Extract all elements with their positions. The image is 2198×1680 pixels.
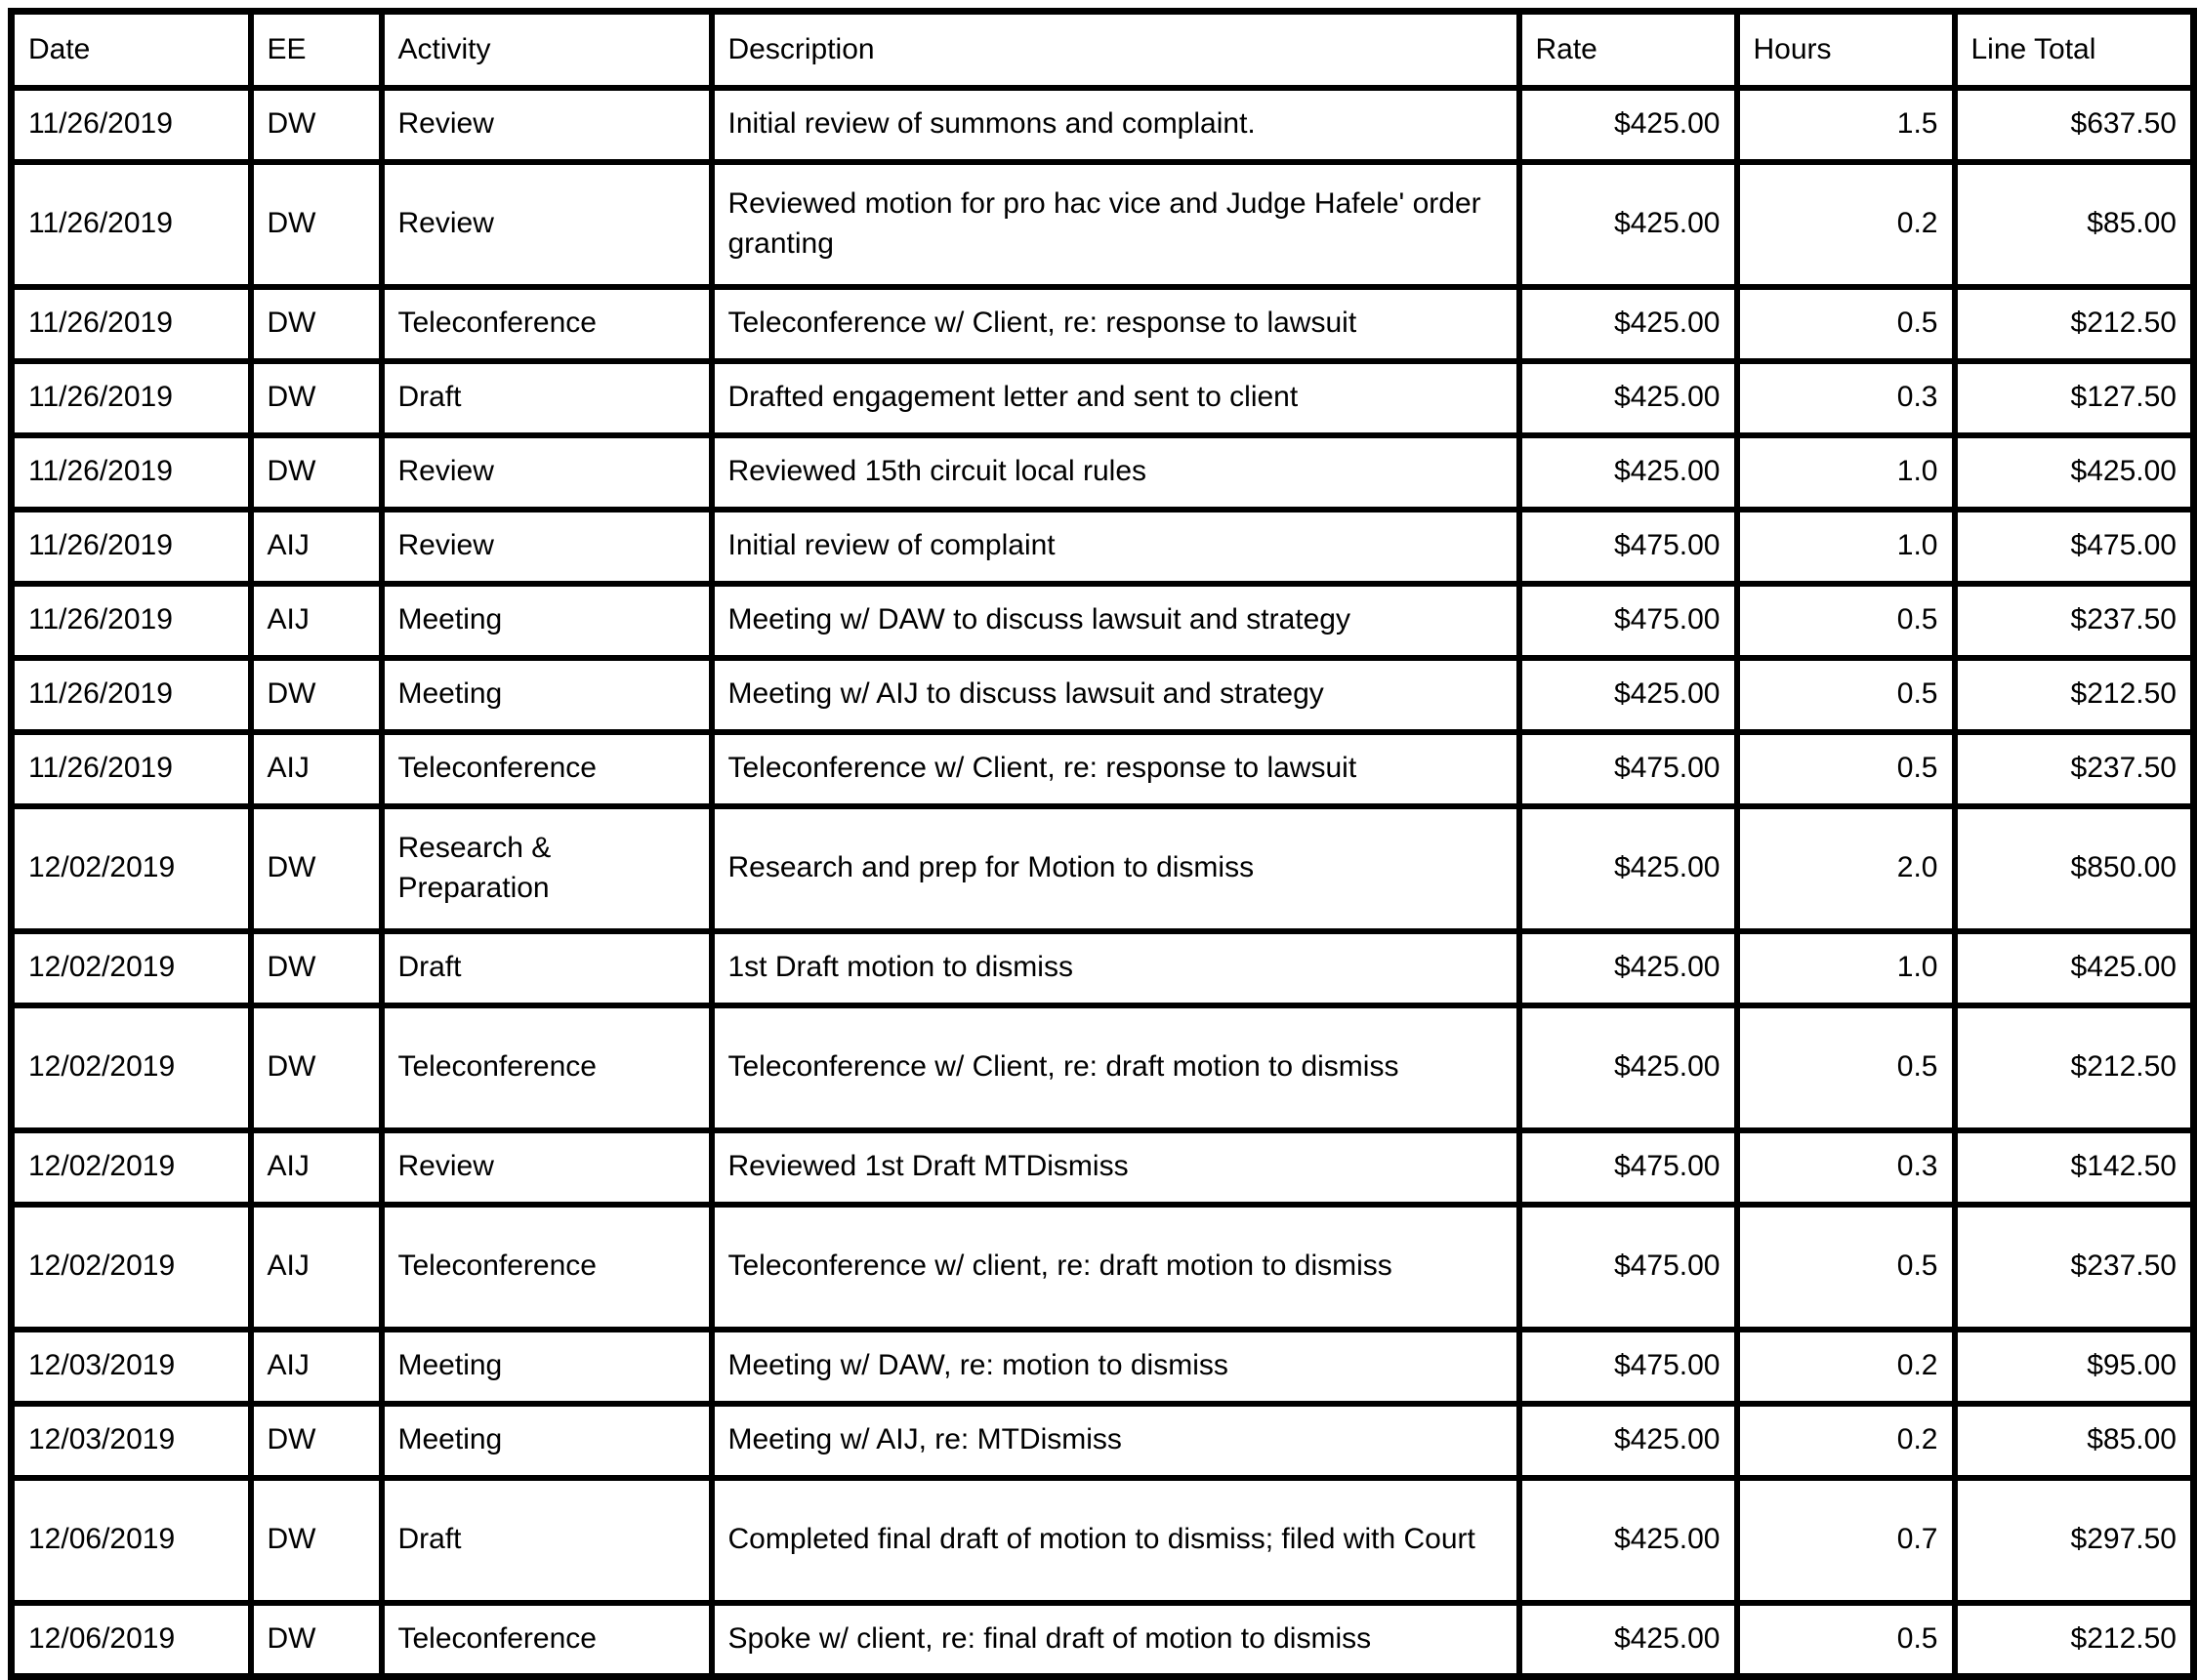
- table-row: [12, 1205, 2194, 1330]
- ee-cell: DW: [251, 88, 382, 162]
- line-total-cell: $850.00: [1955, 806, 2194, 931]
- hours-cell: 0.5: [1737, 1603, 1955, 1677]
- line-total-cell: $85.00: [1955, 1404, 2194, 1478]
- rate-cell: $425.00: [1519, 658, 1737, 732]
- hours-cell: 1.5: [1737, 88, 1955, 162]
- header-row: [12, 12, 2194, 88]
- activity-cell: Draft: [382, 1478, 712, 1603]
- line-total-cell: $237.50: [1955, 1205, 2194, 1330]
- hours-cell: 0.5: [1737, 287, 1955, 361]
- hours-cell: 0.5: [1737, 1005, 1955, 1130]
- hours-cell: 0.2: [1737, 1404, 1955, 1478]
- table-row: [12, 287, 2194, 361]
- description-cell: Initial review of complaint: [712, 510, 1519, 584]
- line-total-cell: $212.50: [1955, 1005, 2194, 1130]
- description-cell: Completed final draft of motion to dismiss; filed with Court: [712, 1478, 1519, 1603]
- column-header-rate: Rate: [1519, 12, 1737, 88]
- line-total-cell: $297.50: [1955, 1478, 2194, 1603]
- billing-table-body: [12, 88, 2194, 1677]
- table-row: [12, 88, 2194, 162]
- date-cell: 12/02/2019: [12, 931, 251, 1005]
- description-cell: Reviewed 15th circuit local rules: [712, 435, 1519, 510]
- line-total-cell: $425.00: [1955, 931, 2194, 1005]
- line-total-cell: $212.50: [1955, 1603, 2194, 1677]
- ee-cell: DW: [251, 361, 382, 435]
- table-row: [12, 931, 2194, 1005]
- description-cell: 1st Draft motion to dismiss: [712, 931, 1519, 1005]
- line-total-cell: $475.00: [1955, 510, 2194, 584]
- line-total-cell: $127.50: [1955, 361, 2194, 435]
- date-cell: 12/02/2019: [12, 1130, 251, 1205]
- description-cell: Reviewed 1st Draft MTDismiss: [712, 1130, 1519, 1205]
- table-row: [12, 361, 2194, 435]
- hours-cell: 0.7: [1737, 1478, 1955, 1603]
- description-cell: Meeting w/ AIJ, re: MTDismiss: [712, 1404, 1519, 1478]
- date-cell: 11/26/2019: [12, 510, 251, 584]
- ee-cell: AIJ: [251, 584, 382, 658]
- line-total-cell: $212.50: [1955, 287, 2194, 361]
- activity-cell: Teleconference: [382, 1005, 712, 1130]
- ee-cell: AIJ: [251, 732, 382, 806]
- ee-cell: DW: [251, 1603, 382, 1677]
- activity-cell: Draft: [382, 361, 712, 435]
- billing-table-header: [12, 12, 2194, 88]
- ee-cell: DW: [251, 806, 382, 931]
- description-cell: Teleconference w/ Client, re: draft motion to dismiss: [712, 1005, 1519, 1130]
- column-header-ee: EE: [251, 12, 382, 88]
- ee-cell: DW: [251, 1005, 382, 1130]
- line-total-cell: $237.50: [1955, 732, 2194, 806]
- description-cell: Teleconference w/ Client, re: response to lawsuit: [712, 732, 1519, 806]
- hours-cell: 1.0: [1737, 510, 1955, 584]
- table-row: [12, 658, 2194, 732]
- date-cell: 11/26/2019: [12, 658, 251, 732]
- description-cell: Spoke w/ client, re: final draft of motion to dismiss: [712, 1603, 1519, 1677]
- activity-cell: Review: [382, 435, 712, 510]
- column-header-line-total: Line Total: [1955, 12, 2194, 88]
- line-total-cell: $95.00: [1955, 1330, 2194, 1404]
- line-total-cell: $142.50: [1955, 1130, 2194, 1205]
- date-cell: 12/06/2019: [12, 1603, 251, 1677]
- date-cell: 11/26/2019: [12, 732, 251, 806]
- activity-cell: Review: [382, 510, 712, 584]
- rate-cell: $425.00: [1519, 931, 1737, 1005]
- description-cell: Teleconference w/ client, re: draft motion to dismiss: [712, 1205, 1519, 1330]
- date-cell: 12/03/2019: [12, 1330, 251, 1404]
- column-header-description: Description: [712, 12, 1519, 88]
- line-total-cell: $212.50: [1955, 658, 2194, 732]
- date-cell: 12/02/2019: [12, 1205, 251, 1330]
- ee-cell: DW: [251, 1478, 382, 1603]
- activity-cell: Meeting: [382, 1330, 712, 1404]
- rate-cell: $425.00: [1519, 287, 1737, 361]
- table-row: [12, 806, 2194, 931]
- table-row: [12, 1005, 2194, 1130]
- table-row: [12, 162, 2194, 287]
- date-cell: 11/26/2019: [12, 584, 251, 658]
- activity-cell: Research & Preparation: [382, 806, 712, 931]
- table-row: [12, 732, 2194, 806]
- billing-table: [8, 8, 2197, 1680]
- description-cell: Meeting w/ AIJ to discuss lawsuit and strategy: [712, 658, 1519, 732]
- rate-cell: $425.00: [1519, 162, 1737, 287]
- column-header-activity: Activity: [382, 12, 712, 88]
- date-cell: 11/26/2019: [12, 287, 251, 361]
- activity-cell: Review: [382, 1130, 712, 1205]
- rate-cell: $425.00: [1519, 1478, 1737, 1603]
- date-cell: 11/26/2019: [12, 88, 251, 162]
- description-cell: Initial review of summons and complaint.: [712, 88, 1519, 162]
- rate-cell: $425.00: [1519, 361, 1737, 435]
- table-row: [12, 1478, 2194, 1603]
- hours-cell: 1.0: [1737, 435, 1955, 510]
- ee-cell: DW: [251, 931, 382, 1005]
- table-row: [12, 1130, 2194, 1205]
- ee-cell: AIJ: [251, 1205, 382, 1330]
- description-cell: Reviewed motion for pro hac vice and Judge Hafele' order granting: [712, 162, 1519, 287]
- table-row: [12, 1603, 2194, 1677]
- date-cell: 12/02/2019: [12, 806, 251, 931]
- rate-cell: $425.00: [1519, 1005, 1737, 1130]
- date-cell: 12/06/2019: [12, 1478, 251, 1603]
- ee-cell: AIJ: [251, 510, 382, 584]
- table-row: [12, 1330, 2194, 1404]
- ee-cell: DW: [251, 287, 382, 361]
- rate-cell: $475.00: [1519, 1330, 1737, 1404]
- rate-cell: $475.00: [1519, 1130, 1737, 1205]
- rate-cell: $475.00: [1519, 732, 1737, 806]
- activity-cell: Meeting: [382, 658, 712, 732]
- table-row: [12, 1404, 2194, 1478]
- hours-cell: 0.5: [1737, 584, 1955, 658]
- date-cell: 11/26/2019: [12, 361, 251, 435]
- line-total-cell: $637.50: [1955, 88, 2194, 162]
- rate-cell: $425.00: [1519, 806, 1737, 931]
- ee-cell: AIJ: [251, 1130, 382, 1205]
- hours-cell: 0.5: [1737, 658, 1955, 732]
- date-cell: 11/26/2019: [12, 435, 251, 510]
- hours-cell: 2.0: [1737, 806, 1955, 931]
- rate-cell: $425.00: [1519, 88, 1737, 162]
- table-row: [12, 584, 2194, 658]
- rate-cell: $475.00: [1519, 1205, 1737, 1330]
- hours-cell: 0.5: [1737, 1205, 1955, 1330]
- column-header-date: Date: [12, 12, 251, 88]
- ee-cell: DW: [251, 658, 382, 732]
- hours-cell: 0.2: [1737, 1330, 1955, 1404]
- date-cell: 12/02/2019: [12, 1005, 251, 1130]
- hours-cell: 0.2: [1737, 162, 1955, 287]
- activity-cell: Teleconference: [382, 1603, 712, 1677]
- description-cell: Meeting w/ DAW to discuss lawsuit and strategy: [712, 584, 1519, 658]
- rate-cell: $475.00: [1519, 584, 1737, 658]
- line-total-cell: $237.50: [1955, 584, 2194, 658]
- column-header-hours: Hours: [1737, 12, 1955, 88]
- activity-cell: Review: [382, 162, 712, 287]
- ee-cell: DW: [251, 1404, 382, 1478]
- activity-cell: Teleconference: [382, 732, 712, 806]
- hours-cell: 1.0: [1737, 931, 1955, 1005]
- hours-cell: 0.3: [1737, 1130, 1955, 1205]
- rate-cell: $425.00: [1519, 435, 1737, 510]
- rate-cell: $425.00: [1519, 1404, 1737, 1478]
- description-cell: Research and prep for Motion to dismiss: [712, 806, 1519, 931]
- date-cell: 12/03/2019: [12, 1404, 251, 1478]
- rate-cell: $475.00: [1519, 510, 1737, 584]
- line-total-cell: $425.00: [1955, 435, 2194, 510]
- activity-cell: Teleconference: [382, 1205, 712, 1330]
- activity-cell: Meeting: [382, 584, 712, 658]
- table-row: [12, 435, 2194, 510]
- activity-cell: Review: [382, 88, 712, 162]
- activity-cell: Teleconference: [382, 287, 712, 361]
- activity-cell: Draft: [382, 931, 712, 1005]
- hours-cell: 0.3: [1737, 361, 1955, 435]
- ee-cell: AIJ: [251, 1330, 382, 1404]
- table-row: [12, 510, 2194, 584]
- activity-cell: Meeting: [382, 1404, 712, 1478]
- ee-cell: DW: [251, 162, 382, 287]
- ee-cell: DW: [251, 435, 382, 510]
- date-cell: 11/26/2019: [12, 162, 251, 287]
- description-cell: Drafted engagement letter and sent to client: [712, 361, 1519, 435]
- description-cell: Meeting w/ DAW, re: motion to dismiss: [712, 1330, 1519, 1404]
- hours-cell: 0.5: [1737, 732, 1955, 806]
- rate-cell: $425.00: [1519, 1603, 1737, 1677]
- description-cell: Teleconference w/ Client, re: response to lawsuit: [712, 287, 1519, 361]
- line-total-cell: $85.00: [1955, 162, 2194, 287]
